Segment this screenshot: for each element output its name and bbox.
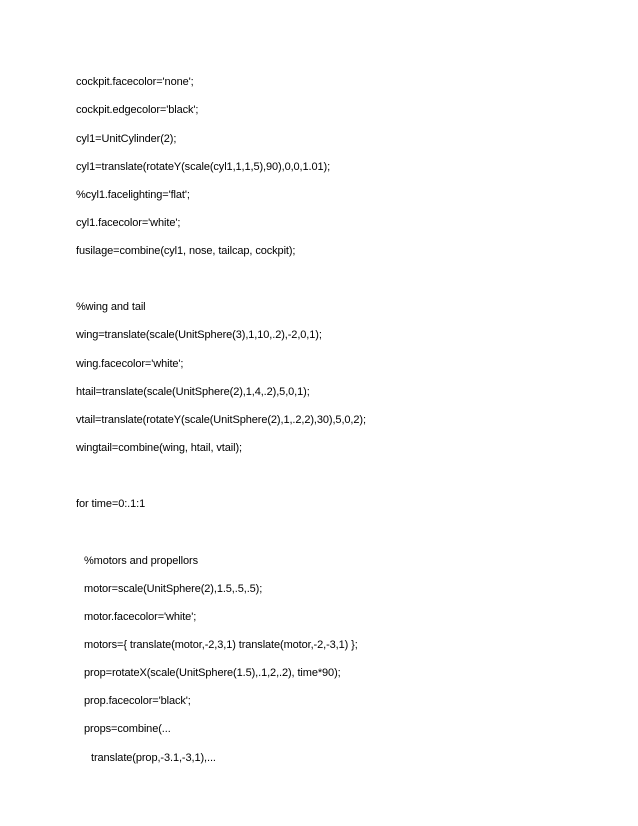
code-line: for time=0:.1:1	[76, 498, 146, 510]
code-line: prop.facecolor='black';	[84, 695, 191, 707]
code-line: props=combine(...	[84, 723, 171, 735]
code-line: prop=rotateX(scale(UnitSphere(1.5),.1,2,.2), time*90);	[84, 667, 341, 679]
code-line: fusilage=combine(cyl1, nose, tailcap, cockpit);	[76, 245, 296, 257]
code-comment: %wing and tail	[76, 301, 146, 313]
code-line: motor=scale(UnitSphere(2),1.5,.5,.5);	[84, 583, 263, 595]
code-line: cyl1=UnitCylinder(2);	[76, 133, 177, 145]
code-line: wingtail=combine(wing, htail, vtail);	[76, 442, 242, 454]
code-line: htail=translate(scale(UnitSphere(2),1,4,.2),5,0,1);	[76, 386, 310, 398]
code-comment: %motors and propellors	[84, 555, 198, 567]
code-line: cyl1.facecolor='white';	[76, 217, 181, 229]
code-line: cyl1=translate(rotateY(scale(cyl1,1,1,5),90),0,0,1.01);	[76, 161, 331, 173]
code-line: motors={ translate(motor,-2,3,1) translate(motor,-2,-3,1) };	[84, 639, 358, 651]
code-line: translate(prop,-3.1,-3,1),...	[91, 752, 216, 764]
code-line: motor.facecolor='white';	[84, 611, 197, 623]
code-line: %cyl1.facelighting='flat';	[76, 189, 190, 201]
code-line: vtail=translate(rotateY(scale(UnitSphere(2),1,.2,2),30),5,0,2);	[76, 414, 366, 426]
code-line: wing=translate(scale(UnitSphere(3),1,10,.2),-2,0,1);	[76, 329, 322, 341]
code-line: cockpit.facecolor='none';	[76, 76, 194, 88]
code-line: cockpit.edgecolor='black';	[76, 104, 199, 116]
code-line: wing.facecolor='white';	[76, 358, 184, 370]
